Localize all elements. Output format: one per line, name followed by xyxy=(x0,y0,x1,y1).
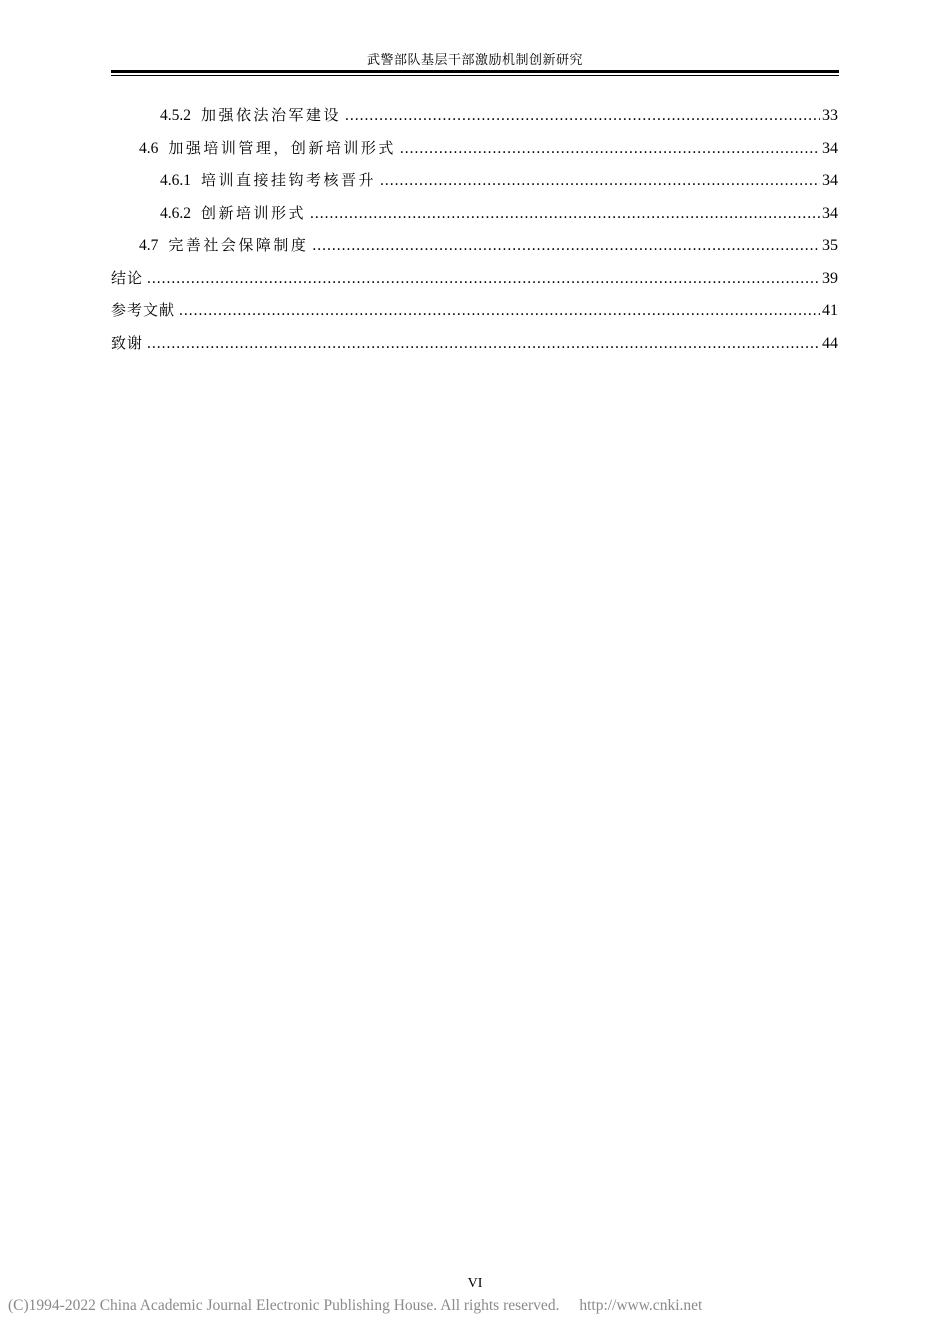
copyright-notice: (C)1994-2022 China Academic Journal Electronic Publishing House. All rights reserved. xyxy=(8,1297,560,1314)
header-rule-thin xyxy=(111,75,839,76)
toc-entry-number: 4.7 xyxy=(139,237,159,254)
toc-dot-leader xyxy=(380,172,820,190)
toc-entry-title: 结论 xyxy=(111,268,144,287)
toc-entry-page: 35 xyxy=(822,237,838,254)
toc-dot-leader xyxy=(345,107,820,125)
toc-dot-leader xyxy=(147,270,820,288)
toc-entry-4-6-2[interactable] xyxy=(111,202,838,235)
toc-entry-title: 加强依法治军建设 xyxy=(201,106,342,124)
toc-entry-4-7[interactable] xyxy=(111,234,838,267)
table-of-contents xyxy=(111,104,838,364)
toc-entry-4-5-2[interactable] xyxy=(111,104,838,137)
toc-entry-page: 34 xyxy=(822,204,838,222)
page-number: VI xyxy=(467,1276,483,1291)
toc-entry-page: 41 xyxy=(822,302,838,319)
toc-entry-references[interactable] xyxy=(111,299,838,332)
toc-entry-title: 加强培训管理，创新培训形式 xyxy=(168,138,396,157)
toc-entry-number: 4.5.2 xyxy=(160,107,191,124)
toc-entry-page: 39 xyxy=(822,269,838,287)
toc-entry-page: 34 xyxy=(822,139,838,157)
toc-entry-number: 4.6.1 xyxy=(160,172,191,189)
toc-entry-title: 参考文献 xyxy=(111,301,176,319)
toc-dot-leader xyxy=(147,335,820,353)
toc-dot-leader xyxy=(310,205,820,223)
toc-entry-title: 培训直接挂钩考核晋升 xyxy=(201,171,377,189)
toc-entry-page: 34 xyxy=(822,172,838,189)
header-rule-thick xyxy=(111,70,839,73)
toc-dot-leader xyxy=(179,302,820,320)
toc-dot-leader xyxy=(400,140,820,158)
toc-dot-leader xyxy=(312,237,820,255)
toc-entry-4-6[interactable] xyxy=(111,137,838,170)
toc-entry-conclusion[interactable] xyxy=(111,267,838,300)
page-header-title: 武警部队基层干部激励机制创新研究 xyxy=(366,53,583,68)
toc-entry-number: 4.6.2 xyxy=(160,204,191,222)
toc-entry-4-6-1[interactable] xyxy=(111,169,838,202)
toc-entry-title: 完善社会保障制度 xyxy=(168,236,309,254)
toc-entry-page: 33 xyxy=(822,107,838,124)
toc-entry-acknowledgements[interactable] xyxy=(111,332,838,365)
toc-entry-title: 致谢 xyxy=(111,333,144,352)
toc-entry-number: 4.6 xyxy=(139,139,159,157)
copyright-footer xyxy=(8,1297,702,1315)
toc-entry-title: 创新培训形式 xyxy=(201,203,307,222)
cnki-url[interactable]: http://www.cnki.net xyxy=(579,1297,703,1314)
toc-entry-page: 44 xyxy=(822,334,838,352)
